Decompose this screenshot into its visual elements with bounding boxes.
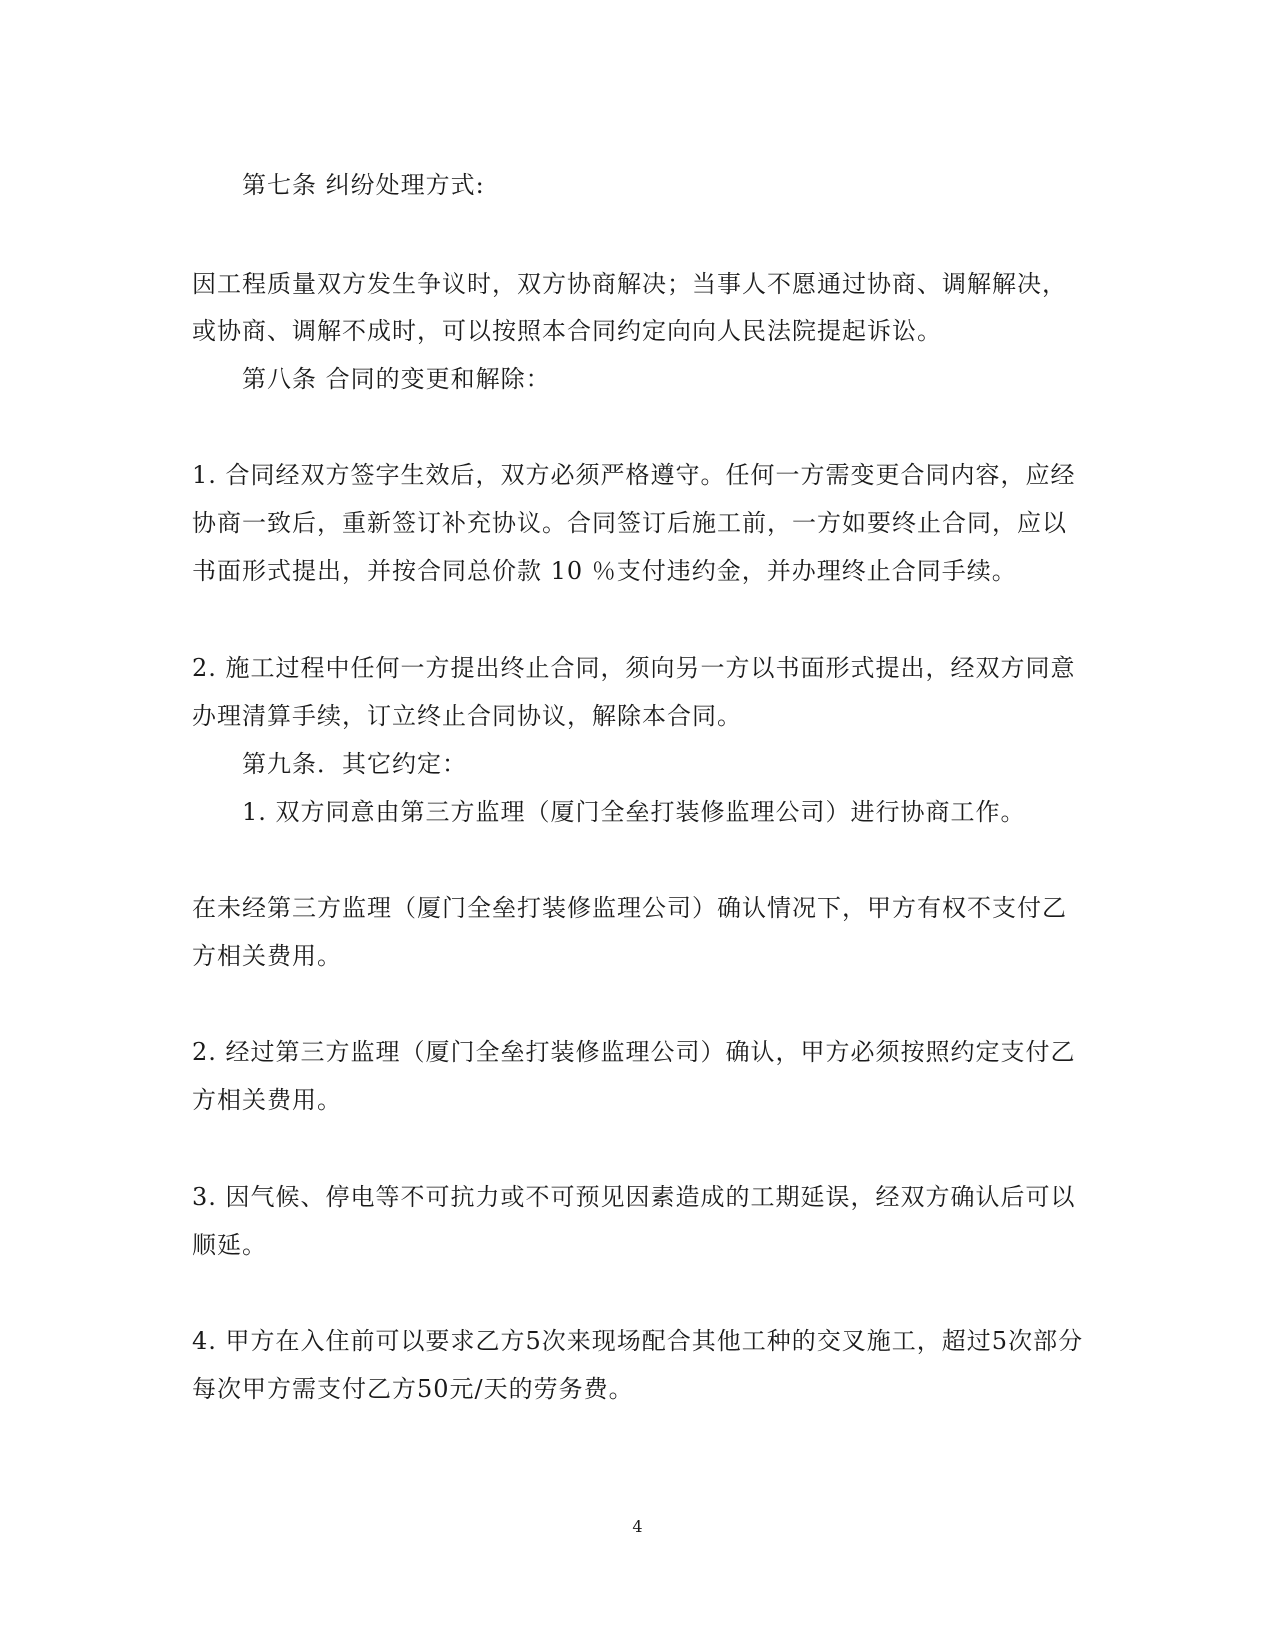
paragraph-line: 2. 经过第三方监理（厦门全垒打装修监理公司）确认，甲方必须按照约定支付乙 [192, 1038, 1076, 1066]
paragraph-line: 办理清算手续，订立终止合同协议，解除本合同。 [192, 702, 742, 730]
paragraph-line: 协商一致后，重新签订补充协议。合同签订后施工前，一方如要终止合同，应以 [192, 509, 1067, 537]
paragraph-line: 1. 双方同意由第三方监理（厦门全垒打装修监理公司）进行协商工作。 [242, 798, 1026, 826]
article-9-heading: 第九条．其它约定： [242, 750, 467, 778]
paragraph-line: 或协商、调解不成时，可以按照本合同约定向向人民法院提起诉讼。 [192, 317, 942, 345]
paragraph-line: 3. 因气候、停电等不可抗力或不可预见因素造成的工期延误，经双方确认后可以 [192, 1183, 1076, 1211]
paragraph-line: 方相关费用。 [192, 1086, 342, 1114]
paragraph-line: 顺延。 [192, 1231, 267, 1259]
paragraph-line: 2. 施工过程中任何一方提出终止合同，须向另一方以书面形式提出，经双方同意 [192, 654, 1076, 682]
paragraph-line: 在未经第三方监理（厦门全垒打装修监理公司）确认情况下，甲方有权不支付乙 [192, 894, 1067, 922]
paragraph-line: 书面形式提出，并按合同总价款 10 ％支付违约金，并办理终止合同手续。 [192, 557, 1017, 585]
paragraph-line: 方相关费用。 [192, 942, 342, 970]
page-number: 4 [632, 1517, 643, 1536]
article-7-heading: 第七条 纠纷处理方式: [242, 171, 485, 199]
paragraph-line: 每次甲方需支付乙方50元/天的劳务费。 [192, 1375, 634, 1403]
article-8-heading: 第八条 合同的变更和解除： [242, 365, 551, 393]
paragraph-line: 因工程质量双方发生争议时，双方协商解决；当事人不愿通过协商、调解解决， [192, 270, 1067, 298]
paragraph-line: 1. 合同经双方签字生效后，双方必须严格遵守。任何一方需变更合同内容，应经 [192, 461, 1076, 489]
paragraph-line: 4. 甲方在入住前可以要求乙方5次来现场配合其他工种的交叉施工，超过5次部分 [192, 1327, 1084, 1355]
